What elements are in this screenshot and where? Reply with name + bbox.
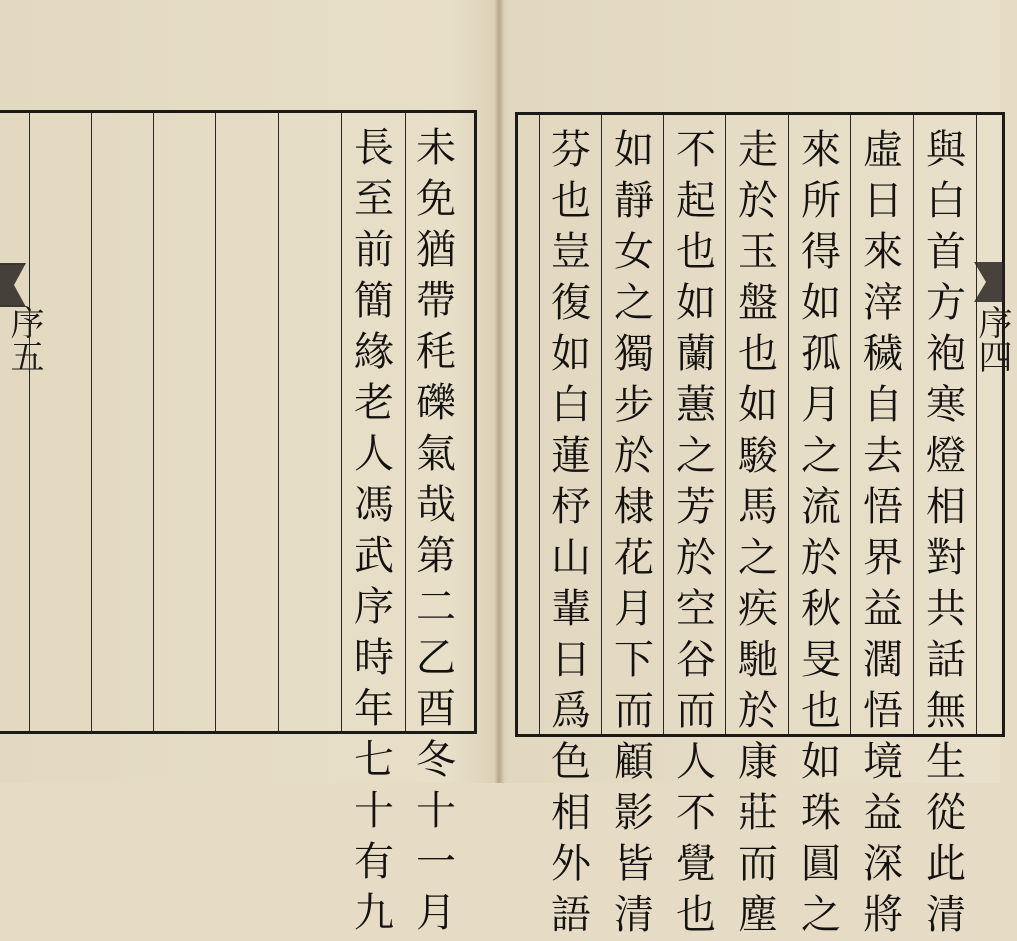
glyph: 自 xyxy=(863,382,903,428)
page-edge-label: 序五 xyxy=(4,305,44,373)
glyph: 寒 xyxy=(926,382,966,428)
glyph: 塵 xyxy=(738,892,778,938)
glyph: 對 xyxy=(926,535,966,581)
glyph: 冬 xyxy=(416,737,456,783)
glyph: 外 xyxy=(551,841,591,887)
glyph: 從 xyxy=(926,790,966,836)
glyph: 也 xyxy=(551,178,591,224)
glyph: 方 xyxy=(926,280,966,326)
glyph: 之 xyxy=(614,280,654,326)
glyph: 月 xyxy=(614,586,654,632)
glyph: 界 xyxy=(863,535,903,581)
glyph: 虛 xyxy=(863,127,903,173)
glyph: 相 xyxy=(926,484,966,530)
glyph: 燈 xyxy=(926,433,966,479)
glyph: 女 xyxy=(614,229,654,275)
glyph: 第 xyxy=(416,533,456,579)
glyph: 語 xyxy=(551,892,591,938)
glyph: 如 xyxy=(676,280,716,326)
text-column xyxy=(603,125,665,941)
glyph: 如 xyxy=(738,382,778,428)
glyph: 旻 xyxy=(801,637,841,683)
glyph: 與 xyxy=(926,127,966,173)
glyph: 有 xyxy=(354,839,394,885)
column-rule xyxy=(153,113,154,731)
glyph: 下 xyxy=(614,637,654,683)
glyph: 而 xyxy=(676,688,716,734)
glyph: 帶 xyxy=(416,278,456,324)
glyph: 馬 xyxy=(738,484,778,530)
page-edge-label: 序四 xyxy=(972,305,1012,373)
glyph: 月 xyxy=(801,382,841,428)
glyph: 滓 xyxy=(863,280,903,326)
glyph: 如 xyxy=(614,127,654,173)
glyph: 悟 xyxy=(863,688,903,734)
glyph: 緣 xyxy=(354,329,394,375)
glyph: 起 xyxy=(676,178,716,224)
glyph: 玉 xyxy=(738,229,778,275)
glyph: 未 xyxy=(416,125,456,171)
glyph: 於 xyxy=(801,535,841,581)
glyph: 濶 xyxy=(863,637,903,683)
glyph: 覺 xyxy=(676,841,716,887)
glyph: 清 xyxy=(614,892,654,938)
glyph: 獨 xyxy=(614,331,654,377)
glyph: 爲 xyxy=(551,688,591,734)
glyph: 盤 xyxy=(738,280,778,326)
glyph: 蘭 xyxy=(676,331,716,377)
glyph: 於 xyxy=(738,688,778,734)
glyph: 十 xyxy=(354,788,394,834)
glyph: 花 xyxy=(614,535,654,581)
glyph: 不 xyxy=(676,127,716,173)
glyph: 清 xyxy=(926,892,966,938)
glyph: 簡 xyxy=(354,278,394,324)
text-column xyxy=(665,125,727,941)
glyph: 此 xyxy=(926,841,966,887)
glyph: 馳 xyxy=(738,637,778,683)
glyph: 境 xyxy=(863,739,903,785)
glyph: 而 xyxy=(614,688,654,734)
glyph: 而 xyxy=(738,841,778,887)
glyph: 日 xyxy=(863,178,903,224)
glyph: 一 xyxy=(416,839,456,885)
glyph: 深 xyxy=(863,841,903,887)
glyph: 秏 xyxy=(416,329,456,375)
glyph: 所 xyxy=(801,178,841,224)
glyph: 悟 xyxy=(863,484,903,530)
glyph: 於 xyxy=(676,535,716,581)
glyph: 如 xyxy=(551,331,591,377)
text-column xyxy=(790,125,852,941)
glyph: 不 xyxy=(676,790,716,836)
glyph: 話 xyxy=(926,637,966,683)
column-rule xyxy=(29,113,30,731)
glyph: 輩 xyxy=(551,586,591,632)
glyph: 於 xyxy=(738,178,778,224)
book-gutter xyxy=(494,0,504,783)
glyph: 之 xyxy=(801,892,841,938)
glyph: 十 xyxy=(416,788,456,834)
glyph: 年 xyxy=(354,686,394,732)
glyph: 如 xyxy=(801,739,841,785)
glyph: 芳 xyxy=(676,484,716,530)
glyph: 芬 xyxy=(551,127,591,173)
glyph: 也 xyxy=(676,229,716,275)
glyph: 流 xyxy=(801,484,841,530)
glyph: 皆 xyxy=(614,841,654,887)
glyph: 棣 xyxy=(614,484,654,530)
glyph: 乙 xyxy=(416,635,456,681)
glyph: 色 xyxy=(551,739,591,785)
glyph: 無 xyxy=(926,688,966,734)
glyph: 猶 xyxy=(416,227,456,273)
glyph: 去 xyxy=(863,433,903,479)
glyph: 之 xyxy=(801,433,841,479)
glyph: 也 xyxy=(738,331,778,377)
glyph: 老 xyxy=(354,380,394,426)
glyph: 序 xyxy=(354,584,394,630)
glyph: 來 xyxy=(863,229,903,275)
glyph: 得 xyxy=(801,229,841,275)
text-column xyxy=(852,125,914,941)
glyph: 首 xyxy=(926,229,966,275)
glyph: 人 xyxy=(354,431,394,477)
glyph: 山 xyxy=(551,535,591,581)
text-column xyxy=(727,125,789,941)
glyph: 共 xyxy=(926,586,966,632)
glyph: 秋 xyxy=(801,586,841,632)
glyph: 復 xyxy=(551,280,591,326)
glyph: 疾 xyxy=(738,586,778,632)
glyph: 武 xyxy=(354,533,394,579)
glyph: 九 xyxy=(354,890,394,936)
glyph: 之 xyxy=(676,433,716,479)
glyph: 二 xyxy=(416,584,456,630)
text-column xyxy=(343,123,405,939)
glyph: 白 xyxy=(551,382,591,428)
glyph: 馮 xyxy=(354,482,394,528)
glyph: 免 xyxy=(416,176,456,222)
glyph: 走 xyxy=(738,127,778,173)
glyph: 月 xyxy=(416,890,456,936)
glyph: 影 xyxy=(614,790,654,836)
glyph: 駿 xyxy=(738,433,778,479)
glyph: 穢 xyxy=(863,331,903,377)
glyph: 蕙 xyxy=(676,382,716,428)
glyph: 杼 xyxy=(551,484,591,530)
glyph: 豈 xyxy=(551,229,591,275)
glyph: 時 xyxy=(354,635,394,681)
glyph: 珠 xyxy=(801,790,841,836)
text-column xyxy=(915,125,977,941)
column-rule xyxy=(91,113,92,731)
glyph: 七 xyxy=(354,737,394,783)
glyph: 益 xyxy=(863,790,903,836)
column-rule xyxy=(341,113,342,731)
text-column xyxy=(405,123,467,939)
glyph: 前 xyxy=(354,227,394,273)
glyph: 袍 xyxy=(926,331,966,377)
glyph: 蓮 xyxy=(551,433,591,479)
glyph: 谷 xyxy=(676,637,716,683)
glyph: 人 xyxy=(676,739,716,785)
glyph: 靜 xyxy=(614,178,654,224)
glyph: 氣 xyxy=(416,431,456,477)
glyph: 礫 xyxy=(416,380,456,426)
glyph: 康 xyxy=(738,739,778,785)
glyph: 益 xyxy=(863,586,903,632)
glyph: 空 xyxy=(676,586,716,632)
glyph: 日 xyxy=(551,637,591,683)
glyph: 莊 xyxy=(738,790,778,836)
glyph: 相 xyxy=(551,790,591,836)
glyph: 也 xyxy=(801,688,841,734)
glyph: 酉 xyxy=(416,686,456,732)
glyph: 哉 xyxy=(416,482,456,528)
column-rule xyxy=(215,113,216,731)
glyph: 顧 xyxy=(614,739,654,785)
glyph: 來 xyxy=(801,127,841,173)
left-page-frame xyxy=(0,110,477,936)
glyph: 白 xyxy=(926,178,966,224)
glyph: 至 xyxy=(354,176,394,222)
glyph: 於 xyxy=(614,433,654,479)
glyph: 將 xyxy=(863,892,903,938)
glyph: 長 xyxy=(354,125,394,171)
glyph: 之 xyxy=(738,535,778,581)
glyph: 步 xyxy=(614,382,654,428)
glyph: 也 xyxy=(676,892,716,938)
right-page-frame xyxy=(515,112,1005,938)
glyph: 孤 xyxy=(801,331,841,377)
column-rule xyxy=(278,113,279,731)
text-column xyxy=(540,125,602,941)
glyph: 如 xyxy=(801,280,841,326)
glyph: 生 xyxy=(926,739,966,785)
glyph: 圓 xyxy=(801,841,841,887)
